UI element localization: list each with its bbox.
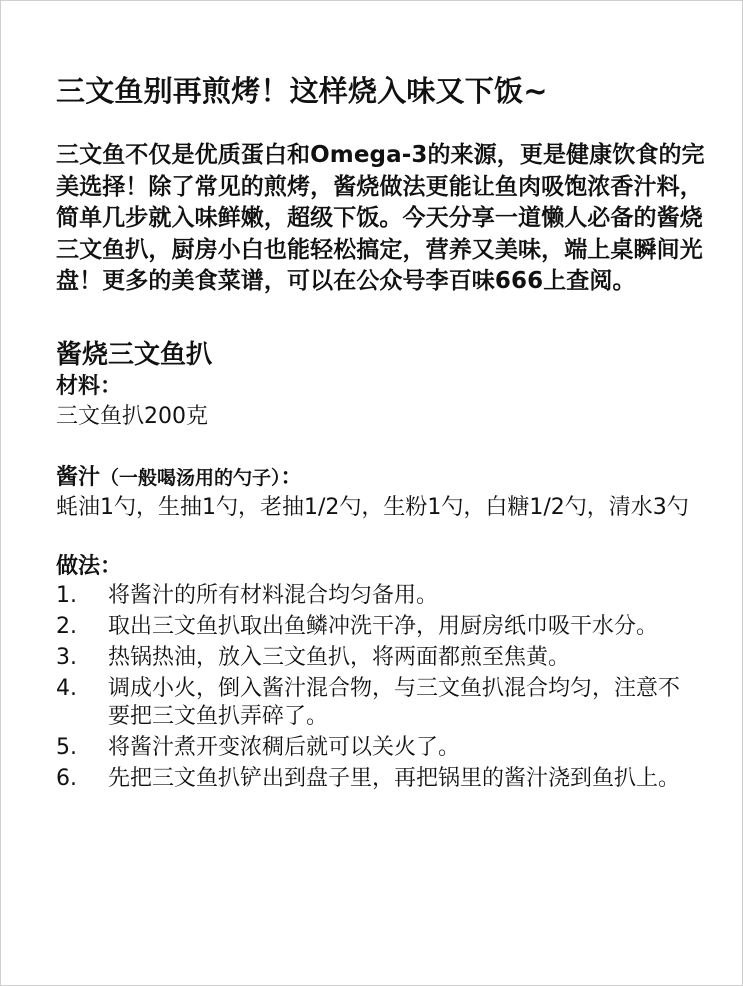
step-text: 将酱汁煮开变浓稠后就可以关火了。	[108, 734, 461, 760]
step-item	[56, 644, 706, 672]
step-text: 取出三文鱼扒取出鱼鳞冲洗干净，用厨房纸巾吸干水分。	[108, 613, 659, 639]
step-text: 热锅热油，放入三文鱼扒，将两面都煎至焦黄。	[108, 644, 571, 670]
sauce-label-text: 酱汁	[56, 464, 101, 490]
sauce-label	[56, 463, 706, 493]
recipe-title: 酱烧三文鱼扒	[56, 339, 213, 370]
step-item	[56, 734, 706, 762]
page-title: 三文鱼别再煎烤！这样烧入味又下饭~	[56, 74, 548, 108]
step-item	[56, 582, 706, 610]
sauce-label-colon: ：	[280, 464, 303, 490]
document-content	[56, 71, 706, 796]
step-number: 4.	[56, 675, 77, 701]
sauce-note: （一般喝汤用的勺子）	[100, 466, 281, 489]
ingredients-text: 三文鱼扒200克	[56, 403, 208, 429]
step-text: 先把三文鱼扒铲出到盘子里，再把锅里的酱汁浇到鱼扒上。	[108, 765, 681, 791]
step-text: 将酱汁的所有材料混合均匀备用。	[108, 582, 439, 608]
step-number: 3.	[56, 644, 77, 670]
step-number: 2.	[56, 613, 77, 639]
step-number: 5.	[56, 734, 77, 760]
method-label: 做法：	[56, 553, 123, 579]
step-item	[56, 765, 706, 793]
sauce-text: 蚝油1勺，生抽1勺，老抽1/2勺，生粉1勺，白糖1/2勺，清水3勺	[56, 494, 689, 520]
step-item	[56, 613, 706, 641]
step-text: 调成小火，倒入酱汁混合物，与三文鱼扒混合均匀，注意不要把三文鱼扒弄碎了。	[108, 675, 681, 729]
step-number: 6.	[56, 765, 77, 791]
step-number: 1.	[56, 582, 77, 608]
intro-paragraph: 三文鱼不仅是优质蛋白和Omega-3的来源，更是健康饮食的完美选择！除了常见的煎烤，酱烧做法更能让鱼肉吸饱浓香汁料，简单几步就入味鲜嫩，超级下饭。今天分享一道懒人必备的酱烧三文鱼扒，厨房小白也能轻松搞定，营养又美味，端上桌瞬间光盘！更多的美食菜谱，可以在公众号李百味666上查阅。	[56, 142, 705, 294]
steps-list	[56, 582, 706, 793]
ingredients-label: 材料：	[56, 373, 123, 399]
step-item	[56, 675, 706, 731]
